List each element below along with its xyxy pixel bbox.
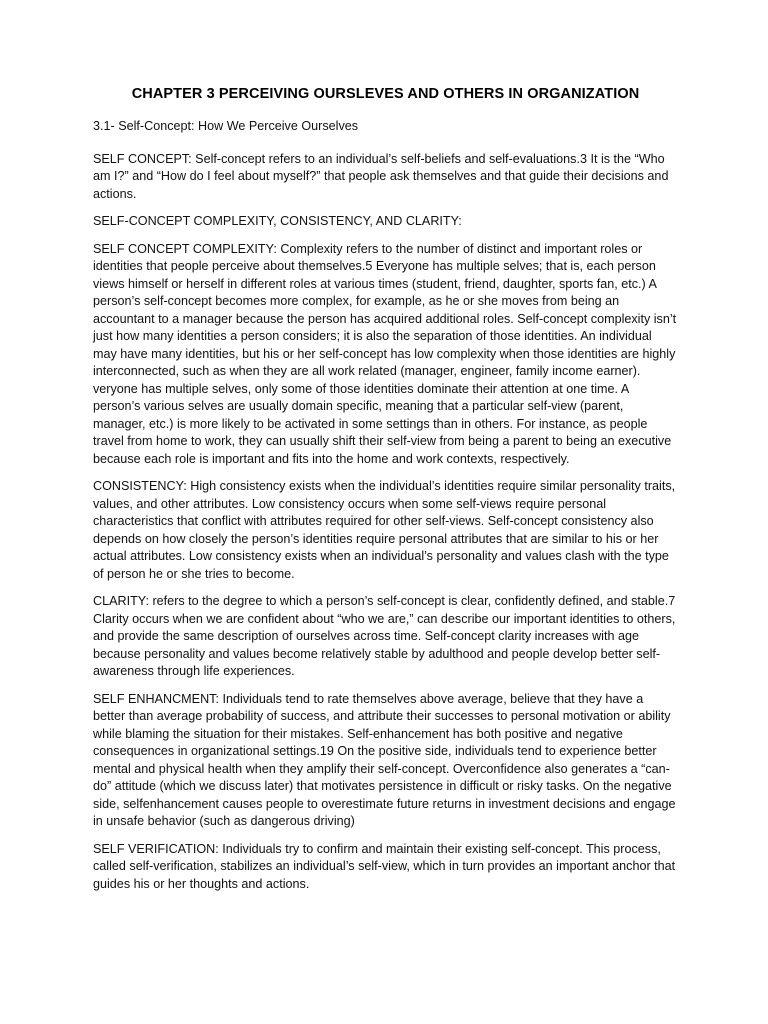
paragraph-complexity-heading: SELF-CONCEPT COMPLEXITY, CONSISTENCY, AND CLARITY: (93, 214, 462, 228)
paragraph-self-verification: SELF VERIFICATION: Individuals try to confirm and maintain their existing self-concept. This process, called self-verification, stabilizes an individual’s self-view, which in turn provides an important anchor that guides his or her thoughts and actions. (93, 841, 676, 891)
paragraph-self-enhancement: SELF ENHANCMENT: Individuals tend to rate themselves above average, believe that they have a better than average probability of success, and attribute their successes to personal motivation or ability while blaming the situation for their mistakes. Self-enhancement has both positive and negative consequences in organizational settings.19 On the positive side, individuals tend to experience better mental and physical health when they amplify their self-concept. Overconfidence also generates a “can-do” attitude (which we discuss later) that motivates persistence in difficult or risky tasks. On the negative side, selfenhancement causes people to overestimate future returns in investment decisions and engage in unsafe behavior (such as dangerous driving) (93, 691, 676, 828)
section-heading: 3.1- Self-Concept: How We Perceive Ourselves (93, 119, 359, 133)
paragraph-self-concept-complexity: SELF CONCEPT COMPLEXITY: Complexity refers to the number of distinct and important roles or identities that people perceive about themselves.5 Everyone has multiple selves; that is, each person views himself or herself in different roles at various times (student, friend, daughter, sports fan, etc.) A person’s self-concept becomes more complex, for example, as he or she moves from being an accountant to a manager because the person has acquired additional roles. Self-concept complexity isn’t just how many identities a person considers; it is also the separation of those identities. An individual may have many identities, but his or her self-concept has low complexity when those identities are highly interconnected, such as when they are all work related (manager, engineer, family income earner). veryone has multiple selves, only some of those identities dominate their attention at one time. A person’s various selves are usually domain specific, meaning that a particular self-view (parent, manager, etc.) is more likely to be activated in some settings than in others. For instance, as people travel from home to work, they can usually shift their self-view from being a parent to being an executive because each role is important and fits into the home and work contexts, respectively. (93, 241, 677, 466)
paragraph-clarity: CLARITY: refers to the degree to which a person’s self-concept is clear, confidently defined, and stable.7 Clarity occurs when we are confident about “who we are,” can describe our important identities to others, and provide the same description of ourselves across time. Self-concept clarity increases with age because personality and values become relatively stable by adulthood and people develop better self-awareness through life experiences. (93, 594, 676, 678)
paragraph-consistency: CONSISTENCY: High consistency exists when the individual’s identities require similar personality traits, values, and other attributes. Low consistency occurs when some self-views require personal characteristics that conflict with attributes required for other self-views. Self-concept consistency also depends on how closely the person’s identities require personal attributes that are similar to his or her actual attributes. Low consistency exists when an individual’s personality and values clash with the type of person he or she tries to become. (93, 479, 676, 581)
paragraph-self-concept: SELF CONCEPT: Self-concept refers to an individual’s self-beliefs and self-evaluations.3 It is the “Who am I?” and “How do I feel about myself?” that people ask themselves and that guide their decisions and actions. (93, 151, 669, 201)
chapter-title: CHAPTER 3 PERCEIVING OURSLEVES AND OTHERS IN ORGANIZATION (131, 86, 640, 102)
